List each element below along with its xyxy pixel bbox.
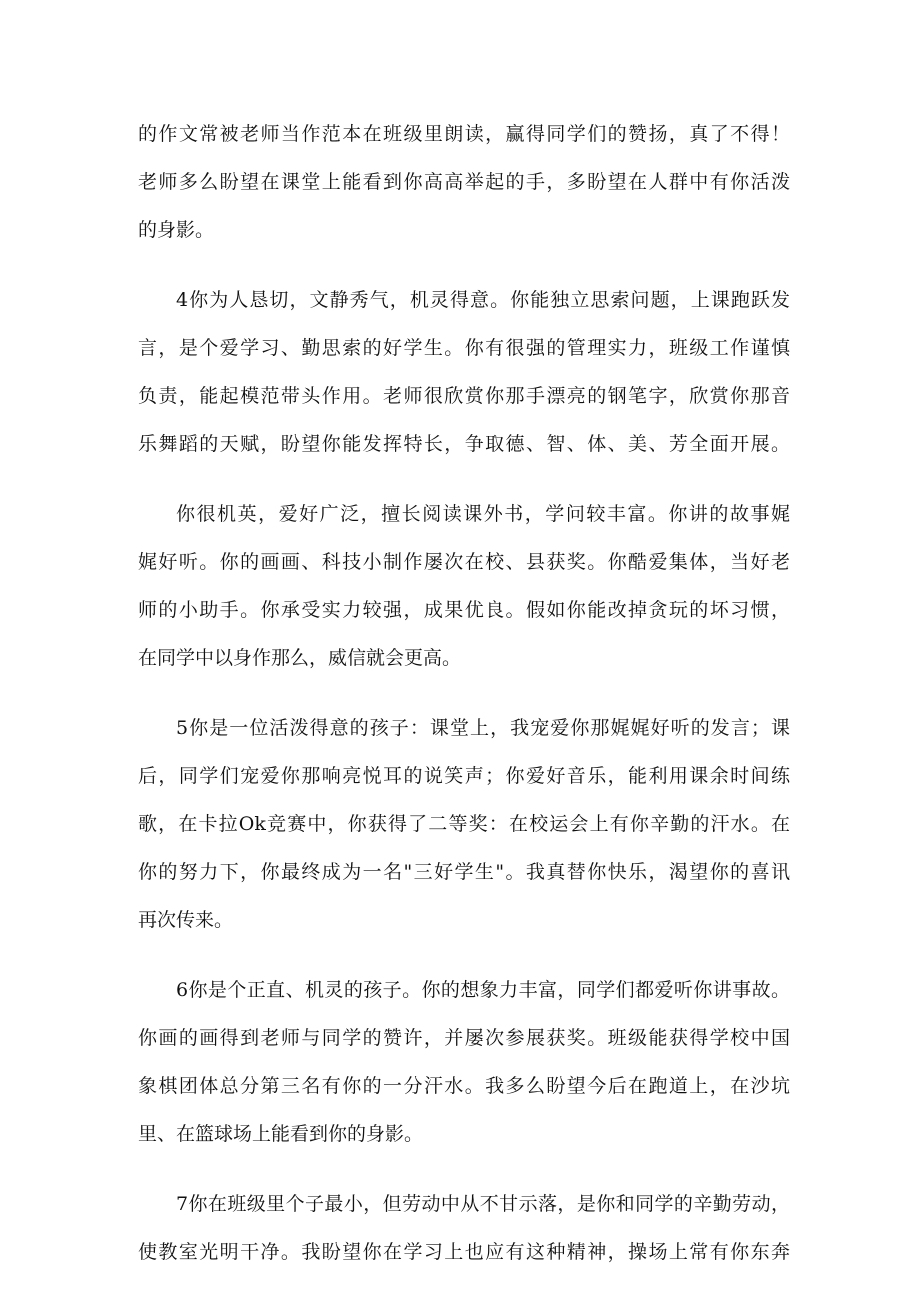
text-line: 的作文常被老师当作范本在班级里朗读，赢得同学们的赞扬，真了不得！	[138, 123, 790, 145]
text-line: 你的努力下，你最终成为一名"三好学生"。我真替你快乐，渴望你的喜讯	[138, 861, 790, 883]
text-line: 4你为人恳切，文静秀气，机灵得意。你能独立思索问题，上课跑跃发	[176, 289, 790, 311]
text-line: 言，是个爱学习、勤思索的好学生。你有很强的管理实力，班级工作谨慎	[138, 337, 790, 359]
paragraph-comment-unnumbered	[138, 490, 790, 682]
paragraph-comment-4	[138, 276, 790, 468]
text-line: 娓好听。你的画画、科技小制作屡次在校、县获奖。你酷爱集体，当好老	[138, 551, 790, 573]
text-line: 师的小助手。你承受实力较强，成果优良。假如你能改掉贪玩的坏习惯，	[138, 599, 790, 621]
text-line: 象棋团体总分第三名有你的一分汗水。我多么盼望今后在跑道上，在沙坑	[138, 1075, 790, 1097]
text-line: 你画的画得到老师与同学的赞许，并屡次参展获奖。班级能获得学校中国	[138, 1027, 790, 1049]
text-line: 再次传来。	[138, 909, 234, 931]
text-line: 使教室光明干净。我盼望你在学习上也应有这种精神，操场上常有你东奔	[138, 1241, 790, 1263]
text-line: 老师多么盼望在课堂上能看到你高高举起的手，多盼望在人群中有你活泼	[138, 171, 790, 193]
text-line: 你很机英，爱好广泛，擅长阅读课外书，学问较丰富。你讲的故事娓	[176, 503, 790, 525]
text-line: 5你是一位活泼得意的孩子：课堂上，我宠爱你那娓娓好听的发言；课	[176, 717, 790, 739]
paragraph-intro-continuation	[138, 110, 790, 254]
text-line: 里、在篮球场上能看到你的身影。	[138, 1123, 424, 1145]
paragraph-comment-5	[138, 704, 790, 944]
text-line: 负责，能起模范带头作用。老师很欣赏你那手漂亮的钢笔字，欣赏你那音	[138, 385, 790, 407]
text-line: 后，同学们宠爱你那响亮悦耳的说笑声；你爱好音乐，能利用课余时间练	[138, 765, 790, 787]
text-line: 歌，在卡拉Ok竞赛中，你获得了二等奖：在校运会上有你辛勤的汗水。在	[138, 813, 790, 835]
text-line: 6你是个正直、机灵的孩子。你的想象力丰富，同学们都爱听你讲事故。	[176, 979, 790, 1001]
document-body	[138, 110, 790, 1276]
paragraph-comment-6	[138, 966, 790, 1158]
paragraph-comment-7	[138, 1180, 790, 1276]
text-line: 的身影。	[138, 219, 215, 241]
text-line: 乐舞蹈的天赋，盼望你能发挥特长，争取德、智、体、美、芳全面开展。	[138, 433, 790, 455]
text-line: 7你在班级里个子最小，但劳动中从不甘示落，是你和同学的辛勤劳动，	[176, 1193, 790, 1215]
text-line: 在同学中以身作那么，威信就会更高。	[138, 647, 462, 669]
